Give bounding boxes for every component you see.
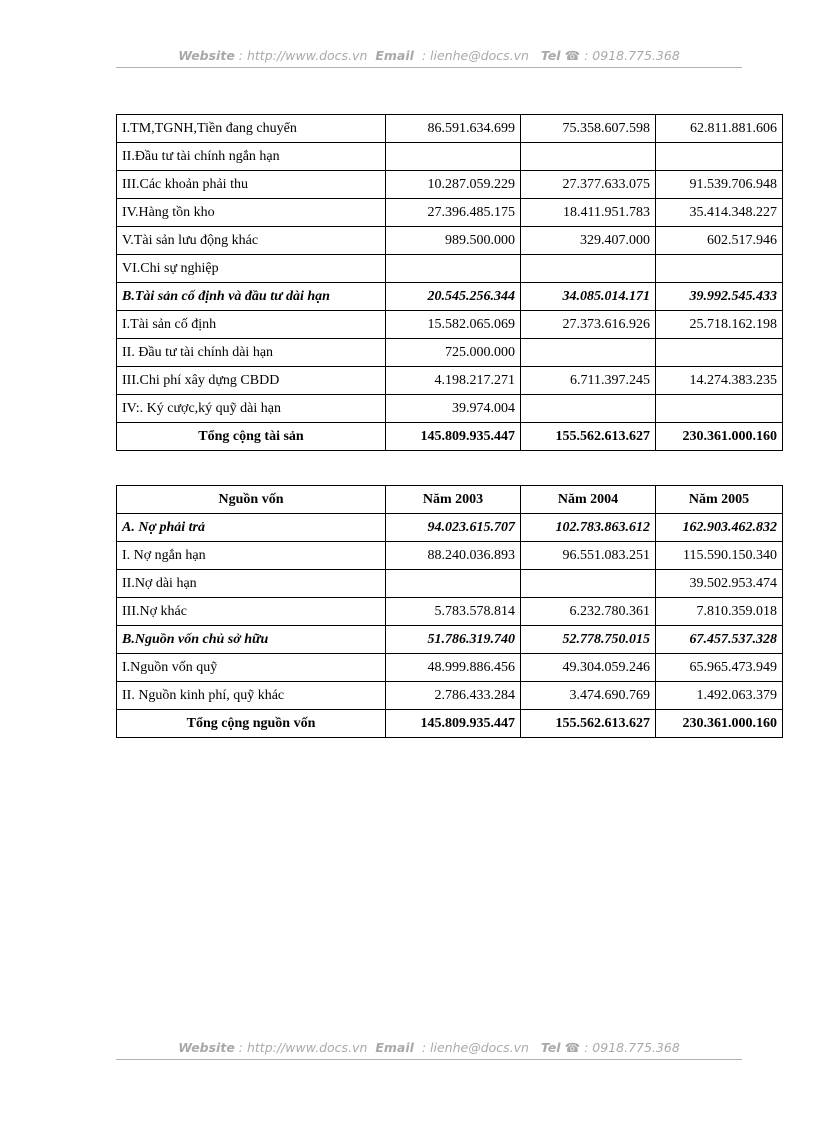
table-row: [117, 395, 783, 423]
footer-rule: [116, 1059, 742, 1060]
value-2005: [656, 143, 783, 171]
value-2005: 65.965.473.949: [656, 654, 783, 682]
value-2004: 75.358.607.598: [521, 115, 656, 143]
value-2003: 39.974.004: [386, 395, 521, 423]
value-2005: 62.811.881.606: [656, 115, 783, 143]
value-2003: 27.396.485.175: [386, 199, 521, 227]
value-2004: 155.562.613.627: [521, 710, 656, 738]
website-url[interactable]: : http://www.docs.vn: [238, 1040, 368, 1055]
value-2003: 15.582.065.069: [386, 311, 521, 339]
value-2004: 18.411.951.783: [521, 199, 656, 227]
value-2003: 4.198.217.271: [386, 367, 521, 395]
row-label: I. Nợ ngắn hạn: [117, 542, 386, 570]
value-2005: 67.457.537.328: [656, 626, 783, 654]
table-row: [117, 143, 783, 171]
value-2004: [521, 570, 656, 598]
table-row: [117, 598, 783, 626]
total-row: [117, 710, 783, 738]
value-2004: 102.783.863.612: [521, 514, 656, 542]
value-2005: 35.414.348.227: [656, 199, 783, 227]
assets-table: [116, 114, 783, 451]
value-2003: 725.000.000: [386, 339, 521, 367]
section-row: [117, 514, 783, 542]
row-label: IV:. Ký cược,ký quỹ dài hạn: [117, 395, 386, 423]
tel-label: Tel: [540, 48, 561, 63]
value-2004: [521, 339, 656, 367]
value-2003: 145.809.935.447: [386, 423, 521, 451]
value-2005: 25.718.162.198: [656, 311, 783, 339]
value-2005: 230.361.000.160: [656, 710, 783, 738]
column-header: Nguồn vốn: [117, 486, 386, 514]
table-row: [117, 311, 783, 339]
table-row: [117, 682, 783, 710]
value-2003: 48.999.886.456: [386, 654, 521, 682]
value-2005: [656, 255, 783, 283]
table-row: [117, 542, 783, 570]
value-2003: 86.591.634.699: [386, 115, 521, 143]
value-2005: 1.492.063.379: [656, 682, 783, 710]
value-2004: 52.778.750.015: [521, 626, 656, 654]
row-label: III.Nợ khác: [117, 598, 386, 626]
value-2004: 6.711.397.245: [521, 367, 656, 395]
tel-value: ☎ : 0918.775.368: [564, 48, 680, 63]
tel-value: ☎ : 0918.775.368: [564, 1040, 680, 1055]
row-label: II. Đầu tư tài chính dài hạn: [117, 339, 386, 367]
value-2004: 27.377.633.075: [521, 171, 656, 199]
section-label: B.Nguồn vốn chủ sở hữu: [117, 626, 386, 654]
page-header: [116, 48, 742, 63]
column-header: Năm 2005: [656, 486, 783, 514]
table-row: [117, 339, 783, 367]
value-2004: 34.085.014.171: [521, 283, 656, 311]
row-label: II.Đầu tư tài chính ngắn hạn: [117, 143, 386, 171]
header-rule: [116, 67, 742, 68]
table-row: [117, 171, 783, 199]
section-label: A. Nợ phải trả: [117, 514, 386, 542]
email-value[interactable]: : lienhe@docs.vn: [421, 48, 529, 63]
row-label: I.Nguồn vốn quỹ: [117, 654, 386, 682]
value-2005: 602.517.946: [656, 227, 783, 255]
value-2003: 10.287.059.229: [386, 171, 521, 199]
total-label: Tổng cộng nguồn vốn: [117, 710, 386, 738]
row-label: IV.Hàng tồn kho: [117, 199, 386, 227]
value-2003: 20.545.256.344: [386, 283, 521, 311]
value-2005: 162.903.462.832: [656, 514, 783, 542]
value-2004: 96.551.083.251: [521, 542, 656, 570]
value-2005: [656, 339, 783, 367]
website-label: Website: [178, 48, 235, 63]
total-row: [117, 423, 783, 451]
value-2005: 230.361.000.160: [656, 423, 783, 451]
table-row: [117, 199, 783, 227]
value-2005: 115.590.150.340: [656, 542, 783, 570]
header-row: [117, 486, 783, 514]
table-row: [117, 654, 783, 682]
value-2004: 3.474.690.769: [521, 682, 656, 710]
table-row: [117, 570, 783, 598]
section-label: B.Tài sản cố định và đầu tư dài hạn: [117, 283, 386, 311]
total-label: Tổng cộng tài sản: [117, 423, 386, 451]
email-label: Email: [375, 1040, 414, 1055]
row-label: III.Các khoản phải thu: [117, 171, 386, 199]
row-label: I.TM,TGNH,Tiền đang chuyển: [117, 115, 386, 143]
email-value[interactable]: : lienhe@docs.vn: [421, 1040, 529, 1055]
row-label: V.Tài sản lưu động khác: [117, 227, 386, 255]
row-label: II. Nguồn kinh phí, quỹ khác: [117, 682, 386, 710]
row-label: I.Tài sản cố định: [117, 311, 386, 339]
column-header: Năm 2003: [386, 486, 521, 514]
value-2003: 5.783.578.814: [386, 598, 521, 626]
table-row: [117, 255, 783, 283]
table-row: [117, 367, 783, 395]
capital-table: [116, 485, 783, 738]
website-url[interactable]: : http://www.docs.vn: [238, 48, 368, 63]
value-2005: 39.502.953.474: [656, 570, 783, 598]
column-header: Năm 2004: [521, 486, 656, 514]
table-row: [117, 227, 783, 255]
value-2004: 49.304.059.246: [521, 654, 656, 682]
value-2004: 6.232.780.361: [521, 598, 656, 626]
row-label: III.Chi phí xây dựng CBDD: [117, 367, 386, 395]
section-row: [117, 283, 783, 311]
row-label: II.Nợ dài hạn: [117, 570, 386, 598]
value-2004: 155.562.613.627: [521, 423, 656, 451]
row-label: VI.Chi sự nghiệp: [117, 255, 386, 283]
value-2004: [521, 255, 656, 283]
value-2003: 145.809.935.447: [386, 710, 521, 738]
value-2005: 39.992.545.433: [656, 283, 783, 311]
value-2005: [656, 395, 783, 423]
value-2003: 88.240.036.893: [386, 542, 521, 570]
page-footer: [116, 1040, 742, 1055]
value-2005: 14.274.383.235: [656, 367, 783, 395]
value-2004: [521, 395, 656, 423]
tel-label: Tel: [540, 1040, 561, 1055]
section-row: [117, 626, 783, 654]
value-2004: [521, 143, 656, 171]
email-label: Email: [375, 48, 414, 63]
value-2005: 91.539.706.948: [656, 171, 783, 199]
value-2003: [386, 570, 521, 598]
table-row: [117, 115, 783, 143]
value-2003: [386, 143, 521, 171]
value-2003: 2.786.433.284: [386, 682, 521, 710]
value-2004: 329.407.000: [521, 227, 656, 255]
value-2003: [386, 255, 521, 283]
value-2003: 51.786.319.740: [386, 626, 521, 654]
website-label: Website: [178, 1040, 235, 1055]
value-2004: 27.373.616.926: [521, 311, 656, 339]
value-2005: 7.810.359.018: [656, 598, 783, 626]
value-2003: 989.500.000: [386, 227, 521, 255]
value-2003: 94.023.615.707: [386, 514, 521, 542]
